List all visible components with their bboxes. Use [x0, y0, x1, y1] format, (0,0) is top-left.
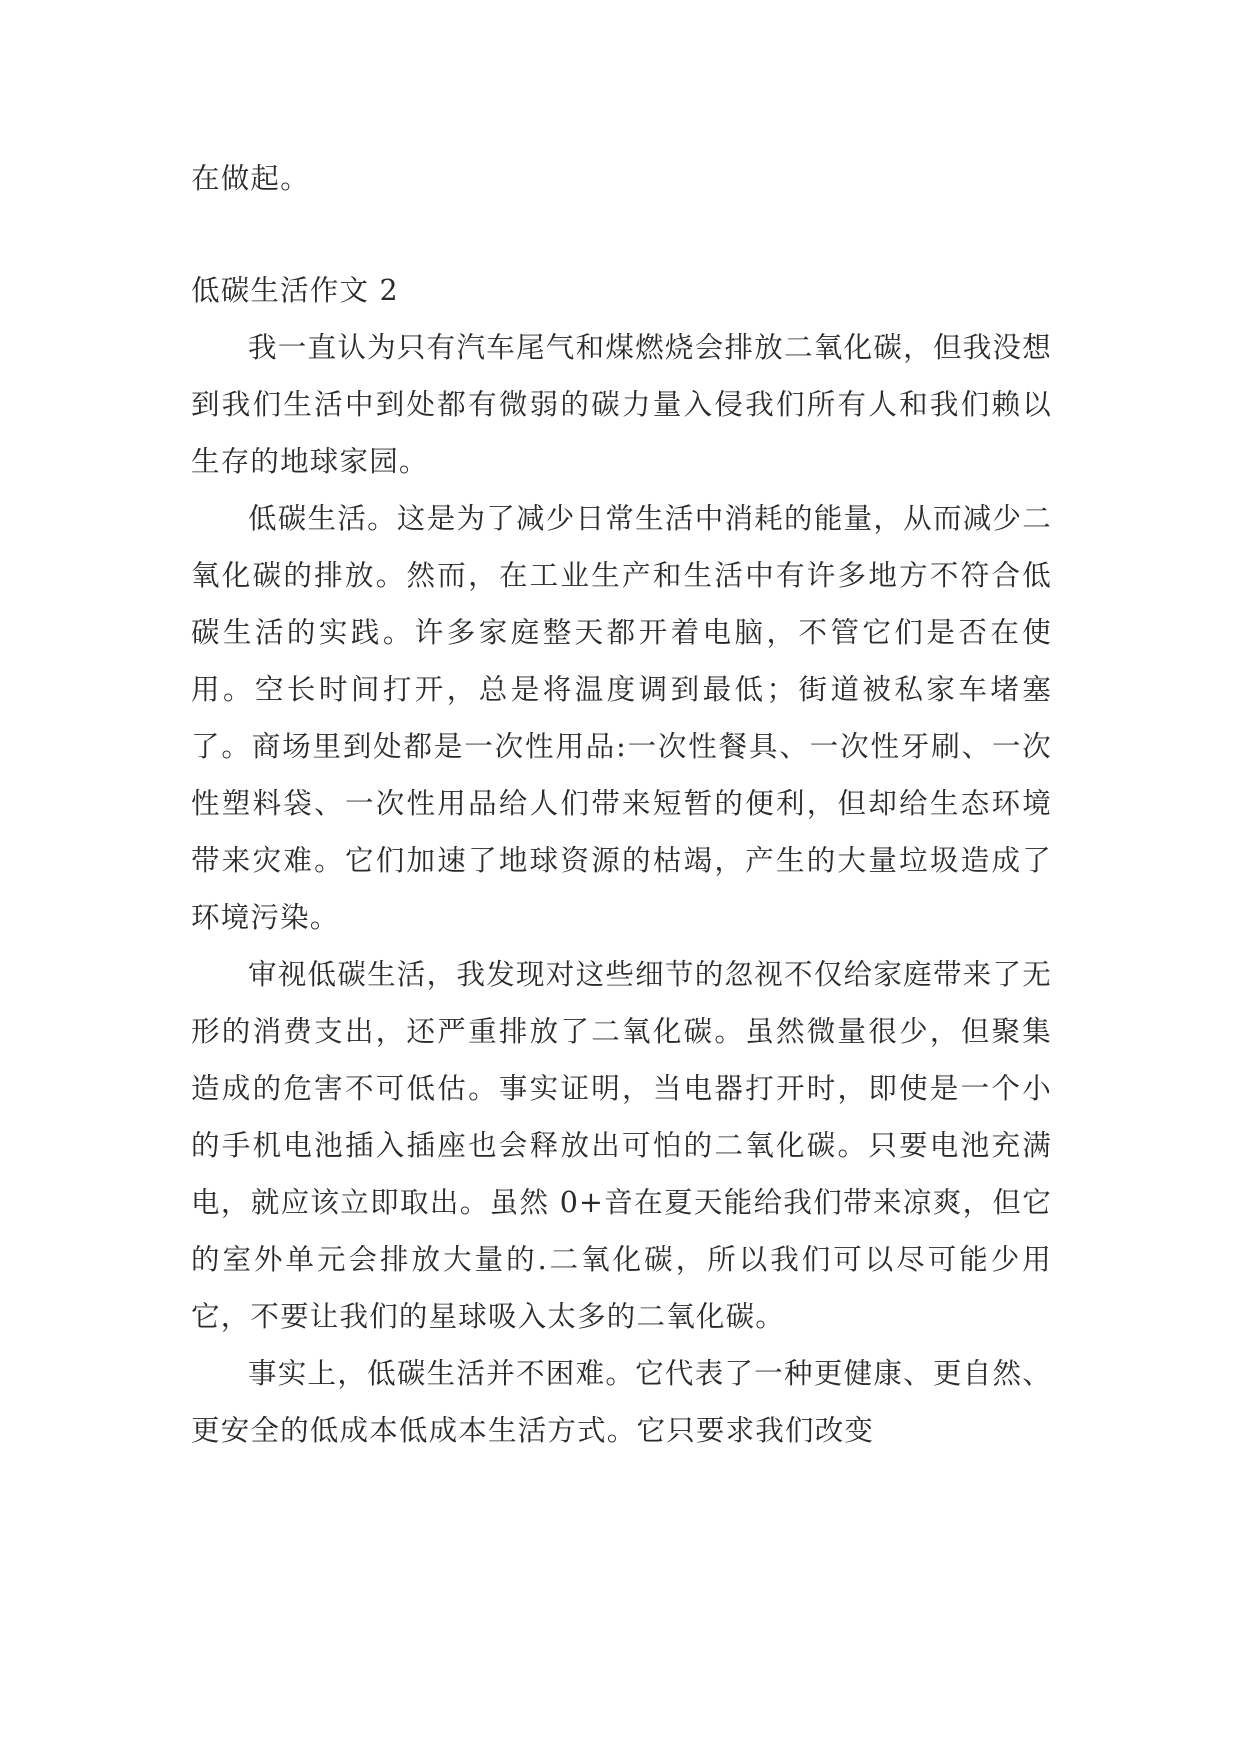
continuation-line: 在做起。 [191, 162, 310, 195]
document-body [191, 150, 1052, 1459]
section-gap [191, 207, 1052, 262]
paragraph-4: 事实上，低碳生活并不困难。它代表了一种更健康、更自然、更安全的低成本低成本生活方式。它只要求我们改变 [191, 1357, 1052, 1447]
paragraph-3: 审视低碳生活，我发现对这些细节的忽视不仅给家庭带来了无形的消费支出，还严重排放了二氧化碳。虽然微量很少，但聚集造成的危害不可低估。事实证明，当电器打开时，即使是一个小的手机电池插入插座也会释放出可怕的二氧化碳。只要电池充满电，就应该立即取出。虽然 0+音在夏天能给我们带来凉爽，但它的室外单元会排放大量的.二氧化碳，所以我们可以尽可能少用它，不要让我们的星球吸入太多的二氧化碳。 [191, 958, 1052, 1333]
paragraph-1: 我一直认为只有汽车尾气和煤燃烧会排放二氧化碳，但我没想到我们生活中到处都有微弱的碳力量入侵我们所有人和我们赖以生存的地球家园。 [191, 331, 1052, 478]
paragraph-2: 低碳生活。这是为了减少日常生活中消耗的能量，从而减少二氧化碳的排放。然而，在工业生产和生活中有许多地方不符合低碳生活的实践。许多家庭整天都开着电脑，不管它们是否在使用。空长时间打开，总是将温度调到最低；街道被私家车堵塞了。商场里到处都是一次性用品:一次性餐具、一次性牙刷、一次性塑料袋、一次性用品给人们带来短暂的便利，但却给生态环境带来灾难。它们加速了地球资源的枯竭，产生的大量垃圾造成了环境污染。 [191, 502, 1052, 934]
section-heading: 低碳生活作文 2 [191, 274, 399, 307]
